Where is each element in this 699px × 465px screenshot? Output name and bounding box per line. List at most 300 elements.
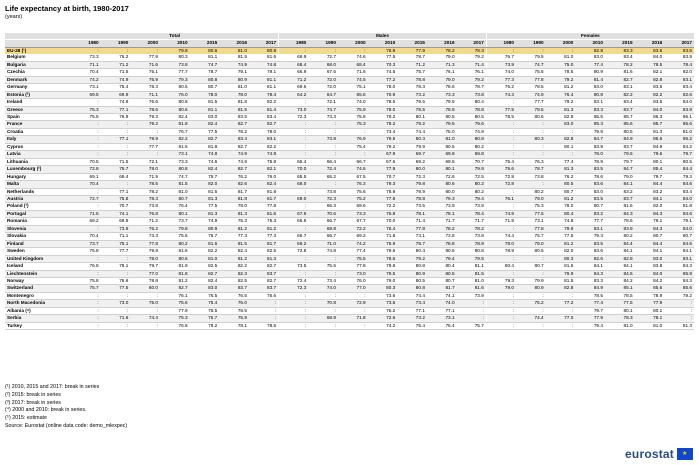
value-cell: 73.9 <box>457 203 487 210</box>
value-cell: 82.4 <box>190 277 220 284</box>
value-cell: 75.7 <box>190 315 220 322</box>
value-cell: 83.1 <box>664 76 694 83</box>
value-cell: 85.6 <box>635 136 665 143</box>
value-cell: 68.9 <box>308 315 338 322</box>
value-cell: 78.2 <box>457 225 487 232</box>
value-cell: 79.9 <box>130 136 160 143</box>
value-cell: 83.8 <box>635 263 665 270</box>
value-cell: 77.5 <box>605 300 635 307</box>
table-row <box>5 322 694 329</box>
value-cell: : <box>71 47 101 54</box>
value-cell: 78.6 <box>368 255 398 262</box>
value-cell: 78.2 <box>130 188 160 195</box>
value-cell: 81.0 <box>546 54 576 61</box>
value-cell: 75.9 <box>338 106 368 113</box>
value-cell: 69.2 <box>71 218 101 225</box>
value-cell: 69.8 <box>457 151 487 158</box>
value-cell: 81.7 <box>427 285 457 292</box>
value-cell: 74.1 <box>427 292 457 299</box>
value-cell: 82.5 <box>190 263 220 270</box>
table-row <box>5 285 694 292</box>
value-cell: 74.9 <box>101 76 131 83</box>
value-cell: 81.1 <box>249 84 279 91</box>
value-cell: 78.2 <box>605 61 635 68</box>
value-cell: 79.2 <box>664 292 694 299</box>
value-cell: 84.0 <box>664 99 694 106</box>
value-cell: : <box>308 47 338 54</box>
value-cell: 81.8 <box>160 270 190 277</box>
value-cell: 77.8 <box>130 240 160 247</box>
value-cell: 79.0 <box>427 54 457 61</box>
value-cell: : <box>486 121 516 128</box>
value-cell: 78.7 <box>516 166 546 173</box>
value-cell: 71.1 <box>101 233 131 240</box>
value-cell: : <box>130 151 160 158</box>
value-cell: 71.8 <box>368 233 398 240</box>
value-cell: 69.6 <box>338 203 368 210</box>
value-cell: 80.8 <box>575 91 605 98</box>
value-cell: 84.0 <box>635 54 665 61</box>
value-cell: 84.1 <box>575 263 605 270</box>
value-cell: 79.3 <box>427 195 457 202</box>
table-row <box>5 128 694 135</box>
value-cell: 77.9 <box>575 315 605 322</box>
value-cell: 73.8 <box>308 136 338 143</box>
eu-flag-icon <box>677 448 693 460</box>
value-cell: : <box>71 136 101 143</box>
value-cell: 84.9 <box>575 285 605 292</box>
value-cell: 71.7 <box>457 218 487 225</box>
value-cell: 82.8 <box>546 113 576 120</box>
value-cell: 79.7 <box>575 307 605 314</box>
value-cell: 73.3 <box>427 91 457 98</box>
value-cell: 78.8 <box>397 76 427 83</box>
value-cell: 76.9 <box>130 76 160 83</box>
value-cell: 75.2 <box>338 195 368 202</box>
value-cell: 82.0 <box>635 203 665 210</box>
value-cell: 78.1 <box>397 210 427 217</box>
value-cell: 82.8 <box>546 136 576 143</box>
value-cell: 81.1 <box>190 106 220 113</box>
year-header: 2000 <box>338 40 368 47</box>
value-cell: 82.6 <box>219 181 249 188</box>
table-row <box>5 54 694 61</box>
value-cell: : <box>516 255 546 262</box>
value-cell: 76.4 <box>546 91 576 98</box>
value-cell: : <box>486 188 516 195</box>
value-cell: 85.7 <box>635 121 665 128</box>
value-cell: 80.7 <box>575 203 605 210</box>
value-cell: 67.5 <box>338 173 368 180</box>
value-cell: 79.7 <box>664 151 694 158</box>
value-cell: 79.9 <box>546 270 576 277</box>
value-cell: 77.7 <box>160 69 190 76</box>
value-cell: 78.8 <box>130 277 160 284</box>
value-cell: 69.9 <box>101 218 131 225</box>
value-cell: 80.4 <box>397 248 427 255</box>
value-cell: 69.4 <box>101 173 131 180</box>
table-row <box>5 300 694 307</box>
value-cell: 76.8 <box>368 210 398 217</box>
table-row <box>5 181 694 188</box>
value-cell: 84.0 <box>664 195 694 202</box>
value-cell: : <box>486 47 516 54</box>
value-cell: : <box>516 292 546 299</box>
value-cell: 81.5 <box>219 106 249 113</box>
value-cell: 79.9 <box>427 99 457 106</box>
value-cell: 79.5 <box>368 270 398 277</box>
value-cell: 74.9 <box>219 61 249 68</box>
value-cell: 66.7 <box>279 233 309 240</box>
value-cell: 79.1 <box>635 218 665 225</box>
value-cell: 81.5 <box>160 143 190 150</box>
value-cell: 75.9 <box>219 315 249 322</box>
value-cell: 84.1 <box>664 248 694 255</box>
value-cell: : <box>338 151 368 158</box>
value-cell: 71.2 <box>279 76 309 83</box>
value-cell: 82.2 <box>190 248 220 255</box>
value-cell: 81.6 <box>160 248 190 255</box>
value-cell: 78.4 <box>457 210 487 217</box>
value-cell: 81.3 <box>190 210 220 217</box>
value-cell: 76.6 <box>101 277 131 284</box>
value-cell: 77.7 <box>101 248 131 255</box>
value-cell: 78.0 <box>219 203 249 210</box>
value-cell: 70.7 <box>457 158 487 165</box>
value-cell: 69.2 <box>279 240 309 247</box>
value-cell: 75.4 <box>397 322 427 329</box>
value-cell: 74.8 <box>101 99 131 106</box>
group-header: Females <box>486 33 694 40</box>
value-cell: 70.9 <box>368 91 398 98</box>
value-cell: : <box>71 270 101 277</box>
value-cell: 81.0 <box>427 136 457 143</box>
value-cell: 84.7 <box>605 166 635 173</box>
value-cell: 78.3 <box>130 195 160 202</box>
value-cell: 71.6 <box>338 69 368 76</box>
value-cell: 73.0 <box>279 106 309 113</box>
value-cell: 74.4 <box>397 128 427 135</box>
value-cell: 73.8 <box>308 188 338 195</box>
value-cell: 79.5 <box>516 106 546 113</box>
value-cell: 84.1 <box>635 195 665 202</box>
value-cell: 83.0 <box>635 255 665 262</box>
value-cell: 75.7 <box>516 233 546 240</box>
value-cell: 75.8 <box>249 158 279 165</box>
value-cell: 75.5 <box>516 69 546 76</box>
value-cell: 80.9 <box>575 69 605 76</box>
value-cell: 83.5 <box>575 240 605 247</box>
value-cell: 75.4 <box>101 84 131 91</box>
value-cell: 83.7 <box>605 106 635 113</box>
value-cell: : <box>279 225 309 232</box>
value-cell: 75.4 <box>486 158 516 165</box>
country-name: Norway <box>5 277 71 284</box>
value-cell: 77.5 <box>190 128 220 135</box>
value-cell: 75.8 <box>338 113 368 120</box>
country-name: Croatia <box>5 128 71 135</box>
logo-text: eurostat <box>625 447 674 461</box>
value-cell: : <box>516 181 546 188</box>
value-cell: 81.5 <box>190 99 220 106</box>
value-cell: : <box>308 128 338 135</box>
value-cell: 79.7 <box>605 158 635 165</box>
value-cell: 77.8 <box>516 225 546 232</box>
value-cell: 71.5 <box>101 69 131 76</box>
value-cell: 82.7 <box>605 76 635 83</box>
table-row <box>5 270 694 277</box>
value-cell: 82.0 <box>190 181 220 188</box>
value-cell: 82.7 <box>219 121 249 128</box>
value-cell: 73.2 <box>397 91 427 98</box>
value-cell: 66.4 <box>308 158 338 165</box>
table-row <box>5 121 694 128</box>
value-cell: 77.9 <box>368 166 398 173</box>
value-cell: 79.9 <box>516 277 546 284</box>
value-cell: 66.3 <box>308 203 338 210</box>
value-cell: 75.7 <box>397 69 427 76</box>
value-cell: 69.8 <box>427 151 457 158</box>
value-cell: 80.5 <box>427 270 457 277</box>
value-cell: 83.6 <box>575 248 605 255</box>
value-cell: 73.3 <box>130 233 160 240</box>
value-cell: : <box>71 225 101 232</box>
value-cell: 71.6 <box>130 61 160 68</box>
value-cell: 81.1 <box>190 54 220 61</box>
value-cell: 83.3 <box>575 277 605 284</box>
value-cell: 79.1 <box>664 218 694 225</box>
value-cell: 75.7 <box>457 322 487 329</box>
value-cell: 75.8 <box>71 277 101 284</box>
value-cell: 77.0 <box>130 270 160 277</box>
value-cell: 79.2 <box>457 76 487 83</box>
value-cell: 75.2 <box>516 300 546 307</box>
country-name: Poland (³) <box>5 203 71 210</box>
value-cell: 78.2 <box>190 322 220 329</box>
value-cell: 80.5 <box>427 143 457 150</box>
value-cell: 80.2 <box>457 188 487 195</box>
value-cell: 76.3 <box>338 181 368 188</box>
value-cell: 84.3 <box>605 210 635 217</box>
value-cell: 81.2 <box>546 240 576 247</box>
year-header: 2016 <box>427 40 457 47</box>
value-cell: 73.3 <box>71 54 101 61</box>
value-cell: 77.1 <box>427 307 457 314</box>
value-cell: 75.4 <box>338 143 368 150</box>
value-cell: 83.1 <box>664 255 694 262</box>
value-cell: 79.4 <box>575 322 605 329</box>
table-row <box>5 248 694 255</box>
value-cell: 80.0 <box>427 188 457 195</box>
value-cell: 73.3 <box>338 210 368 217</box>
value-cell: : <box>308 255 338 262</box>
value-cell: 82.6 <box>664 91 694 98</box>
value-cell: 78.0 <box>219 91 249 98</box>
value-cell: 78.0 <box>130 166 160 173</box>
value-cell: 77.1 <box>101 136 131 143</box>
value-cell: : <box>457 315 487 322</box>
country-name: Austria <box>5 195 71 202</box>
value-cell: 79.7 <box>130 263 160 270</box>
value-cell: : <box>338 292 368 299</box>
value-cell: 78.5 <box>190 307 220 314</box>
value-cell: 75.5 <box>338 255 368 262</box>
value-cell: 70.6 <box>308 210 338 217</box>
value-cell: : <box>249 307 279 314</box>
value-cell: 73.9 <box>457 292 487 299</box>
value-cell: : <box>486 203 516 210</box>
value-cell: 69.5 <box>427 158 457 165</box>
year-header: 2010 <box>368 40 398 47</box>
value-cell: 72.3 <box>279 285 309 292</box>
value-cell: 77.5 <box>546 233 576 240</box>
country-name: Belgium <box>5 54 71 61</box>
value-cell: 81.6 <box>249 210 279 217</box>
value-cell: : <box>279 121 309 128</box>
year-header: 2017 <box>664 40 694 47</box>
table-row <box>5 106 694 113</box>
value-cell: : <box>249 315 279 322</box>
value-cell: 79.2 <box>397 255 427 262</box>
value-cell: 83.6 <box>635 99 665 106</box>
value-cell: : <box>486 255 516 262</box>
value-cell: 82.0 <box>546 248 576 255</box>
value-cell: 82.0 <box>664 69 694 76</box>
value-cell: 81.2 <box>160 277 190 284</box>
value-cell: 74.8 <box>190 151 220 158</box>
value-cell: 76.1 <box>486 195 516 202</box>
value-cell: 78.9 <box>635 292 665 299</box>
value-cell: 67.6 <box>308 69 338 76</box>
value-cell: 76.7 <box>160 128 190 135</box>
value-cell: 85.6 <box>605 121 635 128</box>
value-cell: 73.1 <box>160 151 190 158</box>
value-cell: 65.2 <box>308 173 338 180</box>
value-cell: 74.9 <box>516 91 546 98</box>
value-cell: 79.5 <box>368 136 398 143</box>
value-cell: : <box>130 47 160 54</box>
value-cell: 71.1 <box>130 91 160 98</box>
value-cell: 74.2 <box>338 240 368 247</box>
value-cell: 85.9 <box>664 270 694 277</box>
value-cell: 83.5 <box>664 47 694 54</box>
value-cell: 86.1 <box>664 113 694 120</box>
value-cell: 69.7 <box>397 151 427 158</box>
value-cell: 80.8 <box>397 263 427 270</box>
value-cell: 73.5 <box>397 203 427 210</box>
value-cell: 75.6 <box>338 188 368 195</box>
value-cell: 74.6 <box>338 166 368 173</box>
value-cell: 83.5 <box>575 195 605 202</box>
value-cell: 75.8 <box>71 248 101 255</box>
country-name: Spain <box>5 113 71 120</box>
value-cell: 73.8 <box>457 233 487 240</box>
value-cell: 76.1 <box>160 292 190 299</box>
value-cell: 83.9 <box>605 225 635 232</box>
value-cell: 78.8 <box>427 240 457 247</box>
table-row <box>5 113 694 120</box>
value-cell: 83.3 <box>605 47 635 54</box>
value-cell: 72.6 <box>368 315 398 322</box>
value-cell: 75.5 <box>308 263 338 270</box>
value-cell: 78.7 <box>397 54 427 61</box>
value-cell: 80.8 <box>457 248 487 255</box>
value-cell: 83.0 <box>575 188 605 195</box>
value-cell: : <box>486 292 516 299</box>
value-cell: : <box>516 121 546 128</box>
eurostat-logo <box>625 447 693 461</box>
value-cell: : <box>308 292 338 299</box>
value-cell: 83.5 <box>635 84 665 91</box>
value-cell: 82.2 <box>219 263 249 270</box>
country-name: Denmark <box>5 76 71 83</box>
value-cell: : <box>516 128 546 135</box>
value-cell: 81.7 <box>249 240 279 247</box>
value-cell: : <box>130 292 160 299</box>
value-cell: 76.3 <box>516 158 546 165</box>
table-row <box>5 233 694 240</box>
value-cell: 78.1 <box>635 315 665 322</box>
value-cell: 74.4 <box>486 233 516 240</box>
value-cell: 82.6 <box>575 255 605 262</box>
value-cell: 82.8 <box>605 255 635 262</box>
value-cell: 81.3 <box>635 128 665 135</box>
value-cell: 70.5 <box>71 158 101 165</box>
life-expectancy-table <box>5 33 694 330</box>
value-cell: 76.2 <box>101 54 131 61</box>
country-name: Latvia <box>5 151 71 158</box>
table-row <box>5 91 694 98</box>
value-cell: 84.1 <box>605 263 635 270</box>
value-cell: 80.9 <box>190 225 220 232</box>
value-cell: 78.9 <box>486 248 516 255</box>
value-cell: 80.8 <box>160 166 190 173</box>
value-cell: 70.0 <box>279 166 309 173</box>
value-cell: 80.4 <box>546 210 576 217</box>
value-cell: : <box>338 322 368 329</box>
value-cell: 69.8 <box>308 225 338 232</box>
value-cell: : <box>279 188 309 195</box>
value-cell: 71.9 <box>130 173 160 180</box>
value-cell: 74.7 <box>190 61 220 68</box>
value-cell: 83.7 <box>605 195 635 202</box>
value-cell: 84.0 <box>635 270 665 277</box>
value-cell: 78.0 <box>546 203 576 210</box>
value-cell: 78.1 <box>101 263 131 270</box>
value-cell: 80.6 <box>427 181 457 188</box>
value-cell: : <box>457 300 487 307</box>
footnote: (⁵) 2015: estimate <box>5 415 47 422</box>
value-cell: : <box>486 322 516 329</box>
value-cell: 80.7 <box>427 277 457 284</box>
value-cell: 78.0 <box>190 91 220 98</box>
value-cell: 75.4 <box>190 300 220 307</box>
value-cell: 84.5 <box>605 270 635 277</box>
value-cell: 77.9 <box>160 307 190 314</box>
country-name: Italy <box>5 136 71 143</box>
value-cell: : <box>308 181 338 188</box>
value-cell: 80.2 <box>160 240 190 247</box>
value-cell: 78.6 <box>575 173 605 180</box>
value-cell: 76.8 <box>160 322 190 329</box>
value-cell: 79.9 <box>546 225 576 232</box>
value-cell: 74.5 <box>338 76 368 83</box>
table-row <box>5 225 694 232</box>
value-cell: 78.7 <box>397 240 427 247</box>
value-cell: 74.9 <box>457 128 487 135</box>
value-cell: : <box>308 151 338 158</box>
value-cell: 79.2 <box>546 99 576 106</box>
